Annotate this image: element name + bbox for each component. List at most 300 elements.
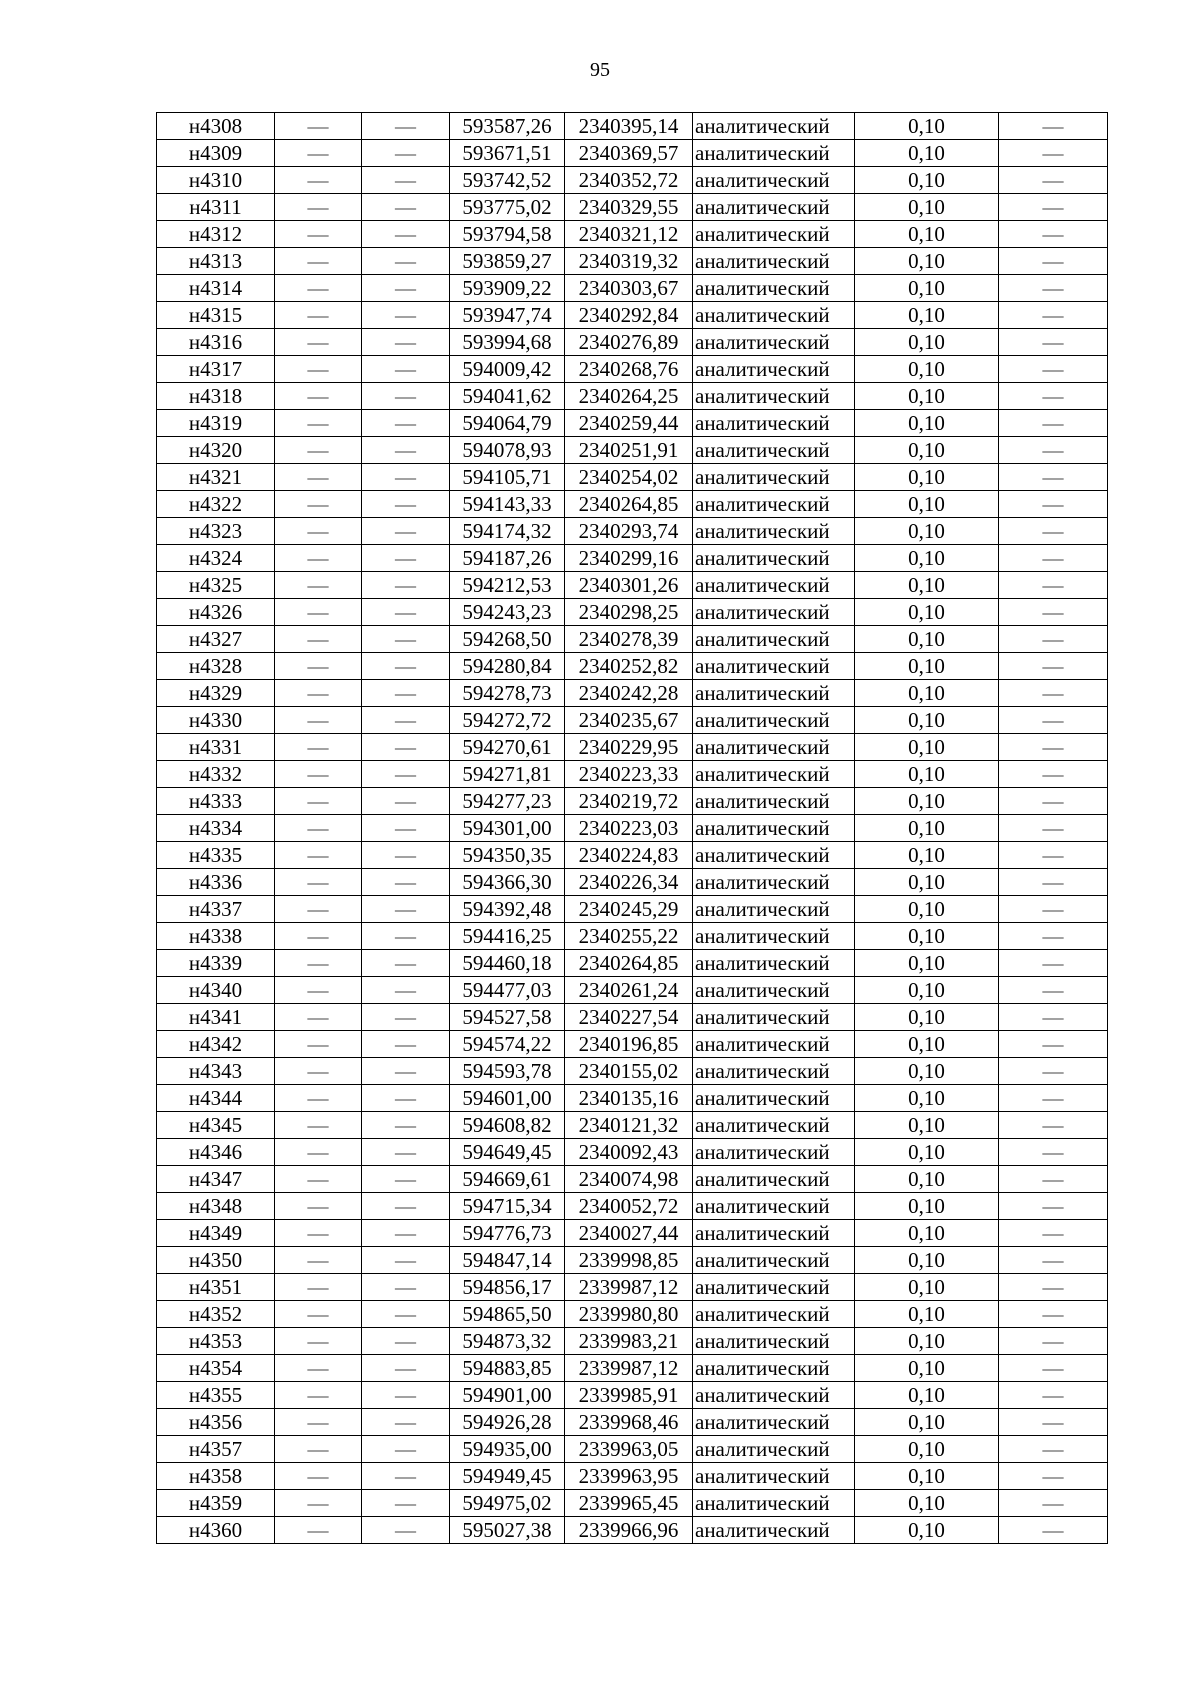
table-row: [157, 194, 1108, 221]
column-3-cell: —: [362, 275, 450, 302]
column-8-cell: —: [999, 599, 1108, 626]
x-coordinate-cell: 593775,02: [450, 194, 565, 221]
column-3-cell: —: [362, 1355, 450, 1382]
x-coordinate-cell: 594715,34: [450, 1193, 565, 1220]
accuracy-cell: 0,10: [855, 302, 999, 329]
column-3-cell: —: [362, 1058, 450, 1085]
column-3-cell: —: [362, 329, 450, 356]
x-coordinate-cell: 594105,71: [450, 464, 565, 491]
table-row: [157, 626, 1108, 653]
accuracy-cell: 0,10: [855, 1409, 999, 1436]
point-id-cell: н4324: [157, 545, 275, 572]
x-coordinate-cell: 594174,32: [450, 518, 565, 545]
column-2-cell: —: [275, 491, 362, 518]
method-cell: аналитический: [693, 383, 855, 410]
accuracy-cell: 0,10: [855, 1436, 999, 1463]
table-row: [157, 1031, 1108, 1058]
method-cell: аналитический: [693, 302, 855, 329]
column-2-cell: —: [275, 653, 362, 680]
point-id-cell: н4320: [157, 437, 275, 464]
column-2-cell: —: [275, 1517, 362, 1544]
method-cell: аналитический: [693, 1517, 855, 1544]
x-coordinate-cell: 594856,17: [450, 1274, 565, 1301]
y-coordinate-cell: 2340252,82: [565, 653, 693, 680]
accuracy-cell: 0,10: [855, 923, 999, 950]
column-3-cell: —: [362, 1139, 450, 1166]
point-id-cell: н4342: [157, 1031, 275, 1058]
point-id-cell: н4340: [157, 977, 275, 1004]
point-id-cell: н4309: [157, 140, 275, 167]
accuracy-cell: 0,10: [855, 680, 999, 707]
column-2-cell: —: [275, 1031, 362, 1058]
column-3-cell: —: [362, 1382, 450, 1409]
table-row: [157, 1004, 1108, 1031]
y-coordinate-cell: 2340226,34: [565, 869, 693, 896]
column-3-cell: —: [362, 1274, 450, 1301]
column-3-cell: —: [362, 1004, 450, 1031]
column-3-cell: —: [362, 545, 450, 572]
column-2-cell: —: [275, 896, 362, 923]
table-row: [157, 572, 1108, 599]
accuracy-cell: 0,10: [855, 248, 999, 275]
accuracy-cell: 0,10: [855, 1085, 999, 1112]
table-row: [157, 977, 1108, 1004]
method-cell: аналитический: [693, 329, 855, 356]
column-2-cell: —: [275, 221, 362, 248]
accuracy-cell: 0,10: [855, 518, 999, 545]
column-2-cell: —: [275, 1139, 362, 1166]
y-coordinate-cell: 2340301,26: [565, 572, 693, 599]
column-8-cell: —: [999, 923, 1108, 950]
point-id-cell: н4318: [157, 383, 275, 410]
table-row: [157, 1193, 1108, 1220]
column-3-cell: —: [362, 653, 450, 680]
y-coordinate-cell: 2340264,25: [565, 383, 693, 410]
column-8-cell: —: [999, 1517, 1108, 1544]
table-row: [157, 1058, 1108, 1085]
table-row: [157, 707, 1108, 734]
column-2-cell: —: [275, 1166, 362, 1193]
point-id-cell: н4337: [157, 896, 275, 923]
point-id-cell: н4332: [157, 761, 275, 788]
column-8-cell: —: [999, 869, 1108, 896]
column-8-cell: —: [999, 1193, 1108, 1220]
method-cell: аналитический: [693, 140, 855, 167]
y-coordinate-cell: 2340135,16: [565, 1085, 693, 1112]
point-id-cell: н4338: [157, 923, 275, 950]
point-id-cell: н4331: [157, 734, 275, 761]
y-coordinate-cell: 2340227,54: [565, 1004, 693, 1031]
table-row: [157, 140, 1108, 167]
point-id-cell: н4344: [157, 1085, 275, 1112]
column-2-cell: —: [275, 1058, 362, 1085]
column-8-cell: —: [999, 1112, 1108, 1139]
table-row: [157, 599, 1108, 626]
table-row: [157, 1301, 1108, 1328]
column-2-cell: —: [275, 734, 362, 761]
x-coordinate-cell: 593994,68: [450, 329, 565, 356]
column-8-cell: —: [999, 518, 1108, 545]
y-coordinate-cell: 2340395,14: [565, 113, 693, 140]
method-cell: аналитический: [693, 464, 855, 491]
accuracy-cell: 0,10: [855, 167, 999, 194]
y-coordinate-cell: 2339965,45: [565, 1490, 693, 1517]
column-8-cell: —: [999, 1490, 1108, 1517]
column-8-cell: —: [999, 1220, 1108, 1247]
column-8-cell: —: [999, 1274, 1108, 1301]
x-coordinate-cell: 593909,22: [450, 275, 565, 302]
column-3-cell: —: [362, 113, 450, 140]
column-3-cell: —: [362, 356, 450, 383]
point-id-cell: н4335: [157, 842, 275, 869]
x-coordinate-cell: 594926,28: [450, 1409, 565, 1436]
method-cell: аналитический: [693, 1166, 855, 1193]
column-8-cell: —: [999, 1463, 1108, 1490]
method-cell: аналитический: [693, 437, 855, 464]
point-id-cell: н4333: [157, 788, 275, 815]
column-8-cell: —: [999, 1328, 1108, 1355]
point-id-cell: н4316: [157, 329, 275, 356]
method-cell: аналитический: [693, 734, 855, 761]
accuracy-cell: 0,10: [855, 626, 999, 653]
column-8-cell: —: [999, 572, 1108, 599]
y-coordinate-cell: 2340259,44: [565, 410, 693, 437]
column-2-cell: —: [275, 842, 362, 869]
table-row: [157, 1112, 1108, 1139]
column-2-cell: —: [275, 815, 362, 842]
y-coordinate-cell: 2339980,80: [565, 1301, 693, 1328]
method-cell: аналитический: [693, 950, 855, 977]
x-coordinate-cell: 594593,78: [450, 1058, 565, 1085]
y-coordinate-cell: 2340027,44: [565, 1220, 693, 1247]
table-row: [157, 491, 1108, 518]
accuracy-cell: 0,10: [855, 1004, 999, 1031]
column-8-cell: —: [999, 1139, 1108, 1166]
method-cell: аналитический: [693, 869, 855, 896]
table-row: [157, 1139, 1108, 1166]
y-coordinate-cell: 2340264,85: [565, 950, 693, 977]
column-2-cell: —: [275, 1328, 362, 1355]
column-8-cell: —: [999, 329, 1108, 356]
accuracy-cell: 0,10: [855, 977, 999, 1004]
accuracy-cell: 0,10: [855, 464, 999, 491]
column-2-cell: —: [275, 1463, 362, 1490]
column-2-cell: —: [275, 1247, 362, 1274]
accuracy-cell: 0,10: [855, 572, 999, 599]
table-row: [157, 896, 1108, 923]
column-8-cell: —: [999, 653, 1108, 680]
x-coordinate-cell: 594873,32: [450, 1328, 565, 1355]
x-coordinate-cell: 594187,26: [450, 545, 565, 572]
y-coordinate-cell: 2340298,25: [565, 599, 693, 626]
y-coordinate-cell: 2340276,89: [565, 329, 693, 356]
column-8-cell: —: [999, 1301, 1108, 1328]
table-row: [157, 1355, 1108, 1382]
y-coordinate-cell: 2340196,85: [565, 1031, 693, 1058]
column-2-cell: —: [275, 572, 362, 599]
column-8-cell: —: [999, 815, 1108, 842]
method-cell: аналитический: [693, 545, 855, 572]
table-row: [157, 869, 1108, 896]
method-cell: аналитический: [693, 1436, 855, 1463]
table-row: [157, 1436, 1108, 1463]
column-3-cell: —: [362, 302, 450, 329]
column-8-cell: —: [999, 356, 1108, 383]
coordinates-table-body: [157, 113, 1108, 1544]
x-coordinate-cell: 594847,14: [450, 1247, 565, 1274]
table-row: [157, 302, 1108, 329]
method-cell: аналитический: [693, 113, 855, 140]
table-row: [157, 356, 1108, 383]
method-cell: аналитический: [693, 761, 855, 788]
accuracy-cell: 0,10: [855, 437, 999, 464]
table-row: [157, 329, 1108, 356]
accuracy-cell: 0,10: [855, 869, 999, 896]
accuracy-cell: 0,10: [855, 1166, 999, 1193]
y-coordinate-cell: 2340223,03: [565, 815, 693, 842]
column-3-cell: —: [362, 761, 450, 788]
point-id-cell: н4336: [157, 869, 275, 896]
column-2-cell: —: [275, 707, 362, 734]
accuracy-cell: 0,10: [855, 1193, 999, 1220]
x-coordinate-cell: 594608,82: [450, 1112, 565, 1139]
table-row: [157, 842, 1108, 869]
accuracy-cell: 0,10: [855, 1274, 999, 1301]
column-3-cell: —: [362, 815, 450, 842]
column-3-cell: —: [362, 1085, 450, 1112]
x-coordinate-cell: 594272,72: [450, 707, 565, 734]
x-coordinate-cell: 594460,18: [450, 950, 565, 977]
column-3-cell: —: [362, 248, 450, 275]
column-8-cell: —: [999, 1058, 1108, 1085]
column-2-cell: —: [275, 356, 362, 383]
table-row: [157, 680, 1108, 707]
column-2-cell: —: [275, 302, 362, 329]
y-coordinate-cell: 2340251,91: [565, 437, 693, 464]
column-2-cell: —: [275, 464, 362, 491]
point-id-cell: н4341: [157, 1004, 275, 1031]
point-id-cell: н4312: [157, 221, 275, 248]
column-3-cell: —: [362, 518, 450, 545]
column-3-cell: —: [362, 896, 450, 923]
point-id-cell: н4349: [157, 1220, 275, 1247]
y-coordinate-cell: 2340352,72: [565, 167, 693, 194]
column-8-cell: —: [999, 896, 1108, 923]
column-3-cell: —: [362, 1166, 450, 1193]
point-id-cell: н4315: [157, 302, 275, 329]
y-coordinate-cell: 2340321,12: [565, 221, 693, 248]
column-8-cell: —: [999, 383, 1108, 410]
x-coordinate-cell: 594574,22: [450, 1031, 565, 1058]
table-row: [157, 653, 1108, 680]
y-coordinate-cell: 2340264,85: [565, 491, 693, 518]
method-cell: аналитический: [693, 896, 855, 923]
column-3-cell: —: [362, 194, 450, 221]
x-coordinate-cell: 594935,00: [450, 1436, 565, 1463]
column-3-cell: —: [362, 788, 450, 815]
accuracy-cell: 0,10: [855, 140, 999, 167]
column-3-cell: —: [362, 707, 450, 734]
column-3-cell: —: [362, 1112, 450, 1139]
point-id-cell: н4328: [157, 653, 275, 680]
column-2-cell: —: [275, 545, 362, 572]
x-coordinate-cell: 594280,84: [450, 653, 565, 680]
column-3-cell: —: [362, 1031, 450, 1058]
column-2-cell: —: [275, 1301, 362, 1328]
column-2-cell: —: [275, 761, 362, 788]
column-2-cell: —: [275, 923, 362, 950]
column-2-cell: —: [275, 1085, 362, 1112]
column-2-cell: —: [275, 248, 362, 275]
column-3-cell: —: [362, 140, 450, 167]
column-2-cell: —: [275, 113, 362, 140]
column-3-cell: —: [362, 626, 450, 653]
column-8-cell: —: [999, 788, 1108, 815]
table-row: [157, 410, 1108, 437]
table-row: [157, 275, 1108, 302]
point-id-cell: н4356: [157, 1409, 275, 1436]
column-8-cell: —: [999, 1247, 1108, 1274]
point-id-cell: н4347: [157, 1166, 275, 1193]
column-8-cell: —: [999, 194, 1108, 221]
method-cell: аналитический: [693, 1409, 855, 1436]
x-coordinate-cell: 594865,50: [450, 1301, 565, 1328]
column-8-cell: —: [999, 410, 1108, 437]
column-2-cell: —: [275, 1004, 362, 1031]
y-coordinate-cell: 2340261,24: [565, 977, 693, 1004]
point-id-cell: н4359: [157, 1490, 275, 1517]
table-row: [157, 923, 1108, 950]
accuracy-cell: 0,10: [855, 491, 999, 518]
column-3-cell: —: [362, 869, 450, 896]
point-id-cell: н4348: [157, 1193, 275, 1220]
point-id-cell: н4350: [157, 1247, 275, 1274]
point-id-cell: н4317: [157, 356, 275, 383]
accuracy-cell: 0,10: [855, 1490, 999, 1517]
accuracy-cell: 0,10: [855, 761, 999, 788]
column-8-cell: —: [999, 1166, 1108, 1193]
point-id-cell: н4321: [157, 464, 275, 491]
method-cell: аналитический: [693, 1031, 855, 1058]
y-coordinate-cell: 2339968,46: [565, 1409, 693, 1436]
table-row: [157, 950, 1108, 977]
x-coordinate-cell: 594883,85: [450, 1355, 565, 1382]
method-cell: аналитический: [693, 1193, 855, 1220]
method-cell: аналитический: [693, 1490, 855, 1517]
method-cell: аналитический: [693, 1355, 855, 1382]
column-8-cell: —: [999, 167, 1108, 194]
table-row: [157, 545, 1108, 572]
point-id-cell: н4329: [157, 680, 275, 707]
y-coordinate-cell: 2339987,12: [565, 1355, 693, 1382]
column-3-cell: —: [362, 734, 450, 761]
column-3-cell: —: [362, 1409, 450, 1436]
accuracy-cell: 0,10: [855, 1301, 999, 1328]
x-coordinate-cell: 593794,58: [450, 221, 565, 248]
accuracy-cell: 0,10: [855, 1220, 999, 1247]
accuracy-cell: 0,10: [855, 815, 999, 842]
column-2-cell: —: [275, 1220, 362, 1247]
coordinates-table: [156, 112, 1108, 1544]
column-8-cell: —: [999, 113, 1108, 140]
accuracy-cell: 0,10: [855, 1328, 999, 1355]
method-cell: аналитический: [693, 167, 855, 194]
y-coordinate-cell: 2339987,12: [565, 1274, 693, 1301]
accuracy-cell: 0,10: [855, 275, 999, 302]
method-cell: аналитический: [693, 1274, 855, 1301]
table-row: [157, 1409, 1108, 1436]
table-row: [157, 113, 1108, 140]
accuracy-cell: 0,10: [855, 1031, 999, 1058]
column-3-cell: —: [362, 923, 450, 950]
table-row: [157, 167, 1108, 194]
table-row: [157, 248, 1108, 275]
x-coordinate-cell: 594277,23: [450, 788, 565, 815]
method-cell: аналитический: [693, 1085, 855, 1112]
column-8-cell: —: [999, 275, 1108, 302]
x-coordinate-cell: 594527,58: [450, 1004, 565, 1031]
y-coordinate-cell: 2340242,28: [565, 680, 693, 707]
y-coordinate-cell: 2340303,67: [565, 275, 693, 302]
y-coordinate-cell: 2340329,55: [565, 194, 693, 221]
column-8-cell: —: [999, 1436, 1108, 1463]
table-row: [157, 1382, 1108, 1409]
y-coordinate-cell: 2340299,16: [565, 545, 693, 572]
x-coordinate-cell: 594392,48: [450, 896, 565, 923]
method-cell: аналитический: [693, 626, 855, 653]
column-2-cell: —: [275, 1193, 362, 1220]
column-8-cell: —: [999, 545, 1108, 572]
column-8-cell: —: [999, 221, 1108, 248]
y-coordinate-cell: 2340074,98: [565, 1166, 693, 1193]
x-coordinate-cell: 594477,03: [450, 977, 565, 1004]
point-id-cell: н4310: [157, 167, 275, 194]
method-cell: аналитический: [693, 923, 855, 950]
x-coordinate-cell: 594270,61: [450, 734, 565, 761]
column-2-cell: —: [275, 950, 362, 977]
column-2-cell: —: [275, 275, 362, 302]
column-2-cell: —: [275, 140, 362, 167]
x-coordinate-cell: 594949,45: [450, 1463, 565, 1490]
x-coordinate-cell: 594366,30: [450, 869, 565, 896]
y-coordinate-cell: 2340319,32: [565, 248, 693, 275]
column-3-cell: —: [362, 977, 450, 1004]
table-row: [157, 1274, 1108, 1301]
point-id-cell: н4327: [157, 626, 275, 653]
method-cell: аналитический: [693, 1220, 855, 1247]
method-cell: аналитический: [693, 1112, 855, 1139]
x-coordinate-cell: 594268,50: [450, 626, 565, 653]
point-id-cell: н4357: [157, 1436, 275, 1463]
y-coordinate-cell: 2340254,02: [565, 464, 693, 491]
column-8-cell: —: [999, 626, 1108, 653]
accuracy-cell: 0,10: [855, 599, 999, 626]
x-coordinate-cell: 594350,35: [450, 842, 565, 869]
point-id-cell: н4353: [157, 1328, 275, 1355]
method-cell: аналитический: [693, 707, 855, 734]
y-coordinate-cell: 2339983,21: [565, 1328, 693, 1355]
point-id-cell: н4360: [157, 1517, 275, 1544]
y-coordinate-cell: 2339966,96: [565, 1517, 693, 1544]
y-coordinate-cell: 2340223,33: [565, 761, 693, 788]
method-cell: аналитический: [693, 410, 855, 437]
table-row: [157, 1220, 1108, 1247]
point-id-cell: н4322: [157, 491, 275, 518]
column-3-cell: —: [362, 1247, 450, 1274]
column-8-cell: —: [999, 734, 1108, 761]
accuracy-cell: 0,10: [855, 1382, 999, 1409]
method-cell: аналитический: [693, 194, 855, 221]
